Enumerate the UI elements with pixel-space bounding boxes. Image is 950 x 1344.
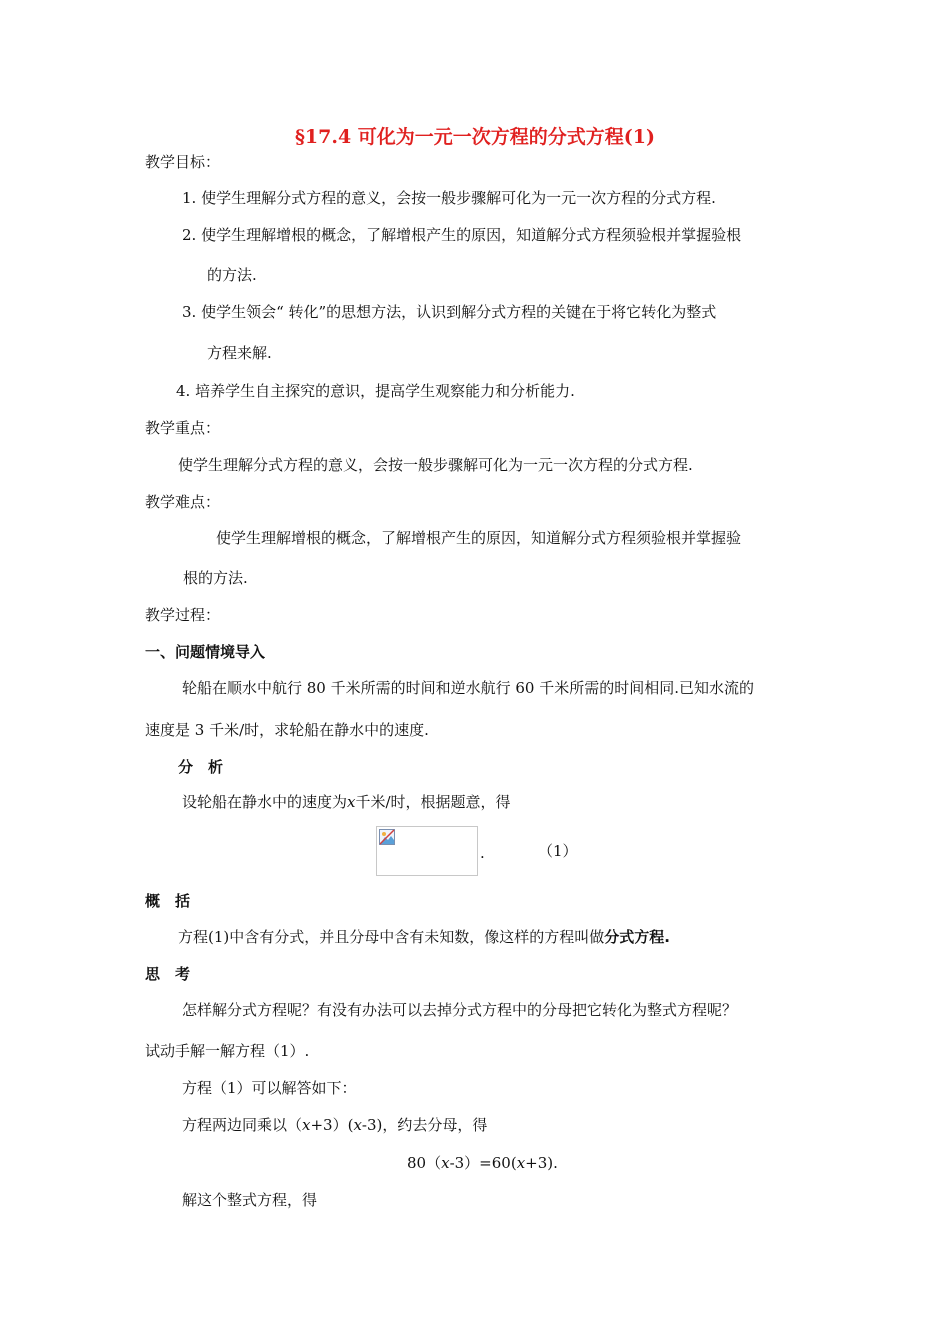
variable-x: x xyxy=(302,1116,311,1134)
analysis-post: 千米/时，根据题意，得 xyxy=(355,793,511,811)
analysis-heading: 分 析 xyxy=(178,758,224,776)
solve-step-c: +3）( xyxy=(310,1116,354,1134)
analysis-pre: 设轮船在静水中的速度为 xyxy=(182,793,348,811)
objective-3: 3. 使学生领会“ 转化”的思想方法，认识到解分式方程的关键在于将它转化为整式 xyxy=(182,303,717,321)
variable-x: x xyxy=(353,1116,362,1134)
objectives-heading: 教学目标： xyxy=(145,153,221,171)
summary-text xyxy=(178,927,670,947)
solve-step-e: -3)，约去分母，得 xyxy=(361,1116,488,1134)
equation-image xyxy=(376,826,478,876)
broken-image-icon xyxy=(379,829,395,845)
summary-term: 分式方程. xyxy=(604,928,670,946)
page-title: §17.4 可化为一元一次方程的分式方程(1) xyxy=(294,126,656,148)
difficulty-heading: 教学难点： xyxy=(145,493,221,511)
difficulty-text-cont: 根的方法. xyxy=(183,569,248,587)
solve-next: 解这个整式方程，得 xyxy=(182,1191,318,1209)
equation-number: （1） xyxy=(538,842,578,860)
problem-text-cont: 速度是 3 千米/时，求轮船在静水中的速度. xyxy=(145,721,429,739)
equation-dot: . xyxy=(480,844,485,862)
think-text: 怎样解分式方程呢？有没有办法可以去掉分式方程中的分母把它转化为整式方程呢？ xyxy=(182,1001,738,1019)
eq2-c: -3）=60( xyxy=(449,1154,517,1172)
analysis-text xyxy=(182,792,511,812)
part1-heading: 一、问题情境导入 xyxy=(145,643,266,661)
process-heading: 教学过程： xyxy=(145,606,221,624)
objective-4: 4. 培养学生自主探究的意识，提高学生观察能力和分析能力. xyxy=(176,382,575,400)
objective-2: 2. 使学生理解增根的概念，了解增根产生的原因，知道解分式方程须验根并掌握验根 xyxy=(182,226,742,244)
solve-intro: 方程（1）可以解答如下： xyxy=(182,1079,357,1097)
objective-2-cont: 的方法. xyxy=(207,266,257,284)
variable-x: x xyxy=(516,1154,526,1172)
difficulty-text: 使学生理解增根的概念，了解增根产生的原因，知道解分式方程须验根并掌握验 xyxy=(216,529,742,547)
objective-1: 1. 使学生理解分式方程的意义，会按一般步骤解可化为一元一次方程的分式方程. xyxy=(182,189,716,207)
solve-step xyxy=(182,1115,487,1135)
eq2-e: +3). xyxy=(525,1154,558,1172)
integer-equation xyxy=(407,1153,558,1173)
summary-body: 方程(1)中含有分式，并且分母中含有未知数，像这样的方程叫做 xyxy=(178,928,605,946)
objective-3-cont: 方程来解. xyxy=(207,344,272,362)
variable-x: x xyxy=(347,793,356,811)
eq2-a: 80（ xyxy=(407,1154,442,1172)
problem-text: 轮船在顺水中航行 80 千米所需的时间和逆水航行 60 千米所需的时间相同.已知水流的 xyxy=(182,679,755,697)
focus-heading: 教学重点： xyxy=(145,419,221,437)
think-heading: 思 考 xyxy=(145,965,191,983)
summary-heading: 概 括 xyxy=(145,892,191,910)
variable-x: x xyxy=(441,1154,450,1172)
focus-text: 使学生理解分式方程的意义，会按一般步骤解可化为一元一次方程的分式方程. xyxy=(178,456,693,474)
solve-step-a: 方程两边同乘以（ xyxy=(182,1116,303,1134)
think-text-cont: 试动手解一解方程（1）. xyxy=(145,1042,310,1060)
